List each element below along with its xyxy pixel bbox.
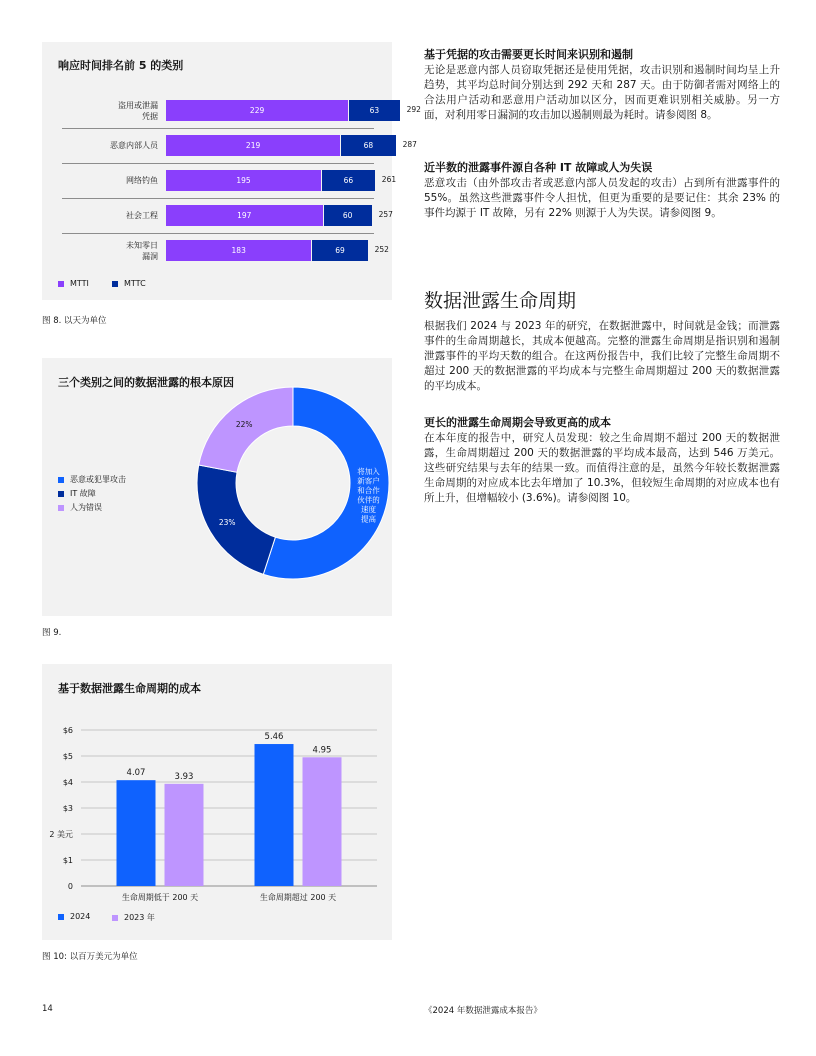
figure-8-caption: 图 8. 以天为单位: [42, 316, 107, 326]
legend-mttc-label: MTTC: [124, 279, 146, 288]
legend-mtti-swatch: [58, 281, 64, 287]
bar-row-label: 社会工程: [126, 211, 158, 220]
donut-slice-label-1: 23%: [218, 517, 236, 527]
donut-slice-2: [199, 387, 293, 472]
row-divider: [62, 128, 374, 129]
figure-9-panel: [42, 358, 392, 616]
donut-chart: [42, 358, 392, 616]
bar-mtti: 229: [166, 100, 348, 121]
legend-mttc: [112, 279, 146, 288]
section-longer-lifecycle-heading: 更长的泄露生命周期会导致更高的成本: [424, 416, 611, 429]
bar-mtti: 197: [166, 205, 323, 226]
section-longer-lifecycle-body: 在本年度的报告中，研究人员发现：较之生命周期不超过 200 天的数据泄露，生命周期超过 200 天的数据泄露的平均成本最高，达到 546 万美元。这些研究结果与去年的结果一致。而值得注意的是，虽然今年较长数据泄露生命周期的对应成本比去年增加了 10.3%，但较短生命周期的对应成本也有所上升，但增幅较小 (3.6%)。请参阅图 10。: [424, 432, 780, 504]
column-bar: [303, 757, 342, 886]
section-lifecycle-body: 根据我们 2024 与 2023 年的研究，在数据泄露中，时间就是金钱；而泄露事件的生命周期越长，其成本便越高。完整的泄露生命周期是指识别和遏制泄露事件的平均天数的组合。在这两份报告中，我们比较了完整生命周期不超过 200 天的数据泄露的平均成本与完整生命周期超过 200 天的数据泄露的平均成本。: [424, 320, 780, 392]
figure-10-caption: 图 10: 以百万美元为单位: [42, 952, 138, 962]
section-lifecycle-heading: 数据泄露生命周期: [424, 290, 577, 312]
donut-slice-1: [197, 465, 275, 574]
column-chart: [42, 664, 392, 940]
legend-2023-label: 2023 年: [124, 913, 155, 922]
column-value-label: 5.46: [264, 732, 284, 743]
figure-9-title: 三个类别之间的数据泄露的根本原因: [58, 376, 234, 389]
column-bar: [165, 784, 204, 886]
section-root-cause-heading: 近半数的泄露事件源自各种 IT 故障或人为失误: [424, 161, 653, 174]
y-tick-label: $5: [62, 752, 73, 761]
bar-mttc: 63: [349, 100, 399, 121]
bar-mttc: 60: [324, 205, 372, 226]
legend-2024: [58, 912, 90, 921]
y-tick-label: $1: [62, 856, 73, 865]
column-bar: [117, 780, 156, 886]
row-divider: [62, 233, 374, 234]
x-category-label: 生命周期低于 200 天: [121, 893, 199, 902]
section-credential-attacks-heading: 基于凭据的攻击需要更长时间来识别和遏制: [424, 48, 633, 61]
x-category-label: 生命周期超过 200 天: [259, 893, 337, 902]
legend-human-error-label: 人为错误: [70, 503, 102, 512]
bar-mtti: 219: [166, 135, 340, 156]
y-tick-label: 2 美元: [49, 830, 73, 839]
page-number: 14: [42, 1004, 53, 1014]
bar-total-label: 257: [378, 210, 393, 219]
bar-total-label: 292: [406, 105, 421, 114]
column-value-label: 4.95: [312, 745, 332, 756]
bar-mtti: 183: [166, 240, 311, 261]
legend-mtti: [58, 279, 89, 288]
bar-mttc: 69: [312, 240, 367, 261]
y-tick-label: $4: [62, 778, 73, 787]
legend-2024-swatch: [58, 914, 64, 920]
legend-it-failure-label: IT 故障: [70, 489, 96, 498]
bar-total-label: 261: [381, 175, 397, 184]
legend-mttc-swatch: [112, 281, 118, 287]
bar-mttc: 68: [341, 135, 395, 156]
legend-malicious-label: 恶意或犯罪攻击: [70, 475, 126, 484]
row-divider: [62, 198, 374, 199]
bar-row-label: 未知零日 漏洞: [126, 240, 158, 261]
bar-mttc: 66: [322, 170, 375, 191]
legend-2023-swatch: [112, 915, 118, 921]
legend-2023: [112, 912, 155, 923]
figure-8-title: 响应时间排名前 5 的类别: [58, 59, 184, 72]
figure-10-panel: [42, 664, 392, 940]
column-value-label: 4.07: [126, 768, 146, 779]
bar-total-label: 252: [374, 245, 389, 254]
bar-mtti: 195: [166, 170, 321, 191]
figure-9-caption: 图 9.: [42, 628, 62, 638]
bar-row-label: 恶意内部人员: [110, 141, 158, 150]
section-root-cause-body: 恶意攻击（由外部攻击者或恶意内部人员发起的攻击）占到所有泄露事件的 55%。虽然这些泄露事件令人担忧，但更为重要的是要记住：其余 23% 的事件均源于 IT 故障，另有 22% 则源于人为失误。请参阅图 9。: [424, 177, 780, 219]
donut-slice-label-0: 将加入新客户和合作伙伴的速度提高: [357, 467, 380, 524]
donut-slice-label-2: 22%: [235, 420, 253, 430]
y-tick-label: $6: [62, 726, 73, 735]
y-tick-label: 0: [67, 882, 73, 891]
legend-mtti-label: MTTI: [70, 279, 89, 288]
bar-row-label: 网络钓鱼: [126, 176, 158, 185]
figure-10-title: 基于数据泄露生命周期的成本: [58, 682, 201, 695]
column-value-label: 3.93: [174, 771, 194, 782]
bar-total-label: 287: [402, 140, 417, 149]
legend-2024-label: 2024: [70, 912, 91, 921]
figure-8-panel: [42, 42, 421, 300]
bar-row-label: 盗用或泄漏 凭据: [118, 100, 158, 121]
report-title-footer: 《2024 年数据泄露成本报告》: [424, 1006, 542, 1016]
y-tick-label: $3: [62, 804, 73, 813]
column-bar: [255, 744, 294, 886]
section-credential-attacks-body: 无论是恶意内部人员窃取凭据还是使用凭据，攻击识别和遏制时间均呈上升趋势，其平均总时间分别达到 292 天和 287 天。由于防御者需对网络上的合法用户活动和恶意用户活动加以区分，因而更难识别相关威胁。另一方面，对利用零日漏洞的攻击加以遏制则最为耗时。请参阅图 8。: [424, 64, 780, 121]
row-divider: [62, 163, 374, 164]
